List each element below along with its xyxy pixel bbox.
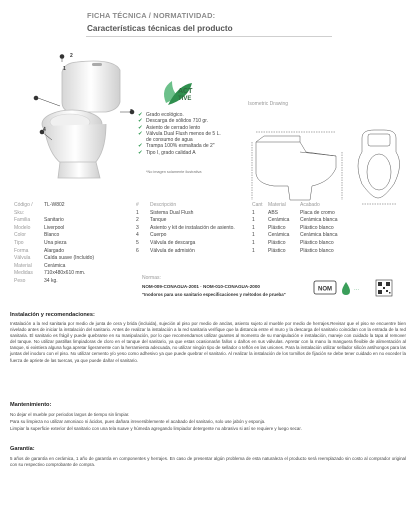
table-row: Cerámica blanca	[300, 232, 338, 239]
standards-note: "Inodoros para uso sanitario especificaciones y métodos de prueba"	[142, 292, 286, 297]
maintenance-title: Mantenimiento:	[10, 402, 52, 408]
logo-text-bottom: TIVE	[178, 96, 192, 102]
check-icon: ✔	[138, 112, 143, 118]
callout-1: 1	[63, 66, 66, 72]
standards-codes: NOM-009-CONAGUA-2001 · NOM-010-CONAGUA-2000	[142, 284, 260, 289]
maintenance-line: No dejar el mueble por periodos largos de tiempo sin limpiar.	[10, 412, 130, 417]
check-icon: ✔	[138, 149, 143, 156]
table-row: 1 Sistema Dual Flush	[136, 209, 194, 216]
table-row: 5 Válvula de descarga	[136, 239, 196, 246]
installation-text: Instalación a la red sanitaria por medio de junta de cera y brida (incluida), sujeción al piso por medio de anclas, asiento sujeto al mueble por medio de herrajes.Revisar que el piso se encuentre bien nivelado antes de iniciar la instalación del sanitario. Antes de realizar la instalación a la red sanitaria verifique que la distancia entre el muro y la descarga del sanitario coincidan con la entrada de la red sanitaria. El sanitario es frágil y puede quebrarse en su manipulación, por lo que recomendamos utilizar guantes al momento de su manipulación e instalación, maneje con cuidado la tapa al remover del tanque. No utilizar pastillas limpiadoras de cloro en el tanque del sanitario, ya que estas ocasionarán fallos o daños en sus válvulas. Apretar con la mano la manguera flexible de alimentación al tanque, si existiera alguna fuga apretar ligeramente con la herramienta adecuada, no utilizar ningún tipo de sellador o teflón en las uniones. Para la instalación utilizar sellador silicón antihongos para las juntas del inodoro con el piso. No utilizar cemento y/o yeso como adhesivo ya que puede quebrar el sanitario. Al realizar la instalación de los tornillos de fijación se debe tener cuidado en no exceder la fuerza de apriete de las tuercas, ya que puede dañar el sanitario.	[10, 321, 406, 363]
table-row: Color Blanco	[14, 232, 60, 239]
warranty-text: 5 años de garantía en cerámica, 1 año de garantía en componentes y herrajes. En caso de presentar algún problema de esta naturaleza el producto será reemplazado sin costo al comprador original con su respectivo comprobante de compra.	[10, 456, 406, 468]
installation-title: Instalación y recomendaciones:	[10, 312, 95, 318]
table-header: # Descripción	[136, 202, 177, 208]
svg-text:···: ···	[354, 287, 359, 293]
finish-table	[300, 202, 400, 255]
maintenance-line: Limpiar la superficie exterior del sanitario con una tela suave y húmeda agregando limpiador detergente no abrasivo si así se requiere y luego secar.	[10, 426, 302, 431]
table-row: 1 Plástico	[252, 224, 286, 231]
isometric-title: Isometric Drawing	[248, 101, 289, 107]
nom-logo: NOM	[318, 286, 332, 293]
warranty-title: Garantía:	[10, 446, 35, 452]
feature-item: de consumo de agua	[146, 137, 193, 144]
table-row: 4 Cuerpo	[136, 232, 167, 239]
callout-3: 3	[130, 109, 133, 115]
table-row: 1 Plástico	[252, 239, 286, 246]
table-row: Familia Sanitario	[14, 217, 64, 224]
feature-item: ✔ Tipo I, grado calidad A	[138, 149, 196, 156]
maintenance-line: Para su limpieza no utilizar amoniaco ni ácidos, pues dañara irreversiblemente el acabado del sanitario, solo use jabón y esponja.	[10, 419, 266, 424]
table-row: 1 Cerámica	[252, 232, 290, 239]
table-header: Acabado	[300, 202, 320, 208]
feature-item: ✔ Grado ecológico.	[138, 112, 184, 118]
table-row: Válvula Caída suave (Incluido)	[14, 255, 95, 262]
feature-item: ✔ Descarga de sólidos 710 gr.	[138, 118, 208, 125]
spec-table	[14, 202, 132, 286]
feature-item: ✔ Válvula Dual Flush menos de 5 L.	[138, 130, 221, 137]
features-note: *No imagen solamente ilustrativa	[146, 170, 202, 174]
feature-item: ✔ Asiento de cerrado lento	[138, 124, 201, 131]
table-row: 1 Cerámica	[252, 217, 290, 224]
table-row: Material Cerámica	[14, 262, 66, 269]
water-drop-icon	[342, 282, 350, 295]
table-row: Plástico blanco	[300, 239, 334, 246]
table-row: 1 Plástico	[252, 247, 286, 254]
table-row: Plástico blanco	[300, 247, 334, 254]
toilet-illustration	[22, 54, 142, 189]
table-row: Placa de cromo	[300, 209, 335, 216]
table-row: 6 Válvula de admisión	[136, 247, 195, 254]
check-icon: ✔	[138, 130, 143, 137]
check-icon: ✔	[138, 143, 143, 150]
header-divider	[86, 36, 332, 37]
check-icon: ✔	[138, 118, 143, 125]
table-row: 3 Asiento y kit de instalación de asiento.	[136, 224, 235, 231]
standards-label: Normas:	[142, 275, 161, 281]
check-icon: ✔	[138, 124, 143, 131]
table-row: Peso 34 kg.	[14, 277, 58, 284]
table-row: Plástico blanco	[300, 224, 334, 231]
feature-item: ✔ Trampa 100% esmaltada de 2"	[138, 143, 215, 150]
callout-4: 4	[43, 127, 46, 133]
table-row: Cerámica blanca	[300, 217, 338, 224]
isometric-drawing	[244, 112, 412, 212]
eco-logo	[158, 75, 196, 111]
page-title: Características técnicas del producto	[87, 24, 233, 33]
certification-logos	[312, 278, 402, 298]
callout-2: 2	[70, 53, 73, 59]
table-row: Modelo Liverpool	[14, 224, 65, 231]
table-header: Cant Material	[252, 202, 286, 208]
header-supertitle: FICHA TÉCNICA / NORMATIVIDAD:	[87, 11, 216, 20]
logo-text-top: ACT	[178, 88, 193, 95]
table-row: Medidas 710x480x610 mm.	[14, 270, 86, 277]
table-row: Código / Sku: TL-W802	[14, 202, 65, 216]
table-row: 1 ABS	[252, 209, 279, 216]
table-row: 2 Tanque	[136, 217, 167, 224]
table-row: Tipo Una pieza	[14, 239, 67, 246]
table-row: Forma Alargado	[14, 247, 65, 254]
